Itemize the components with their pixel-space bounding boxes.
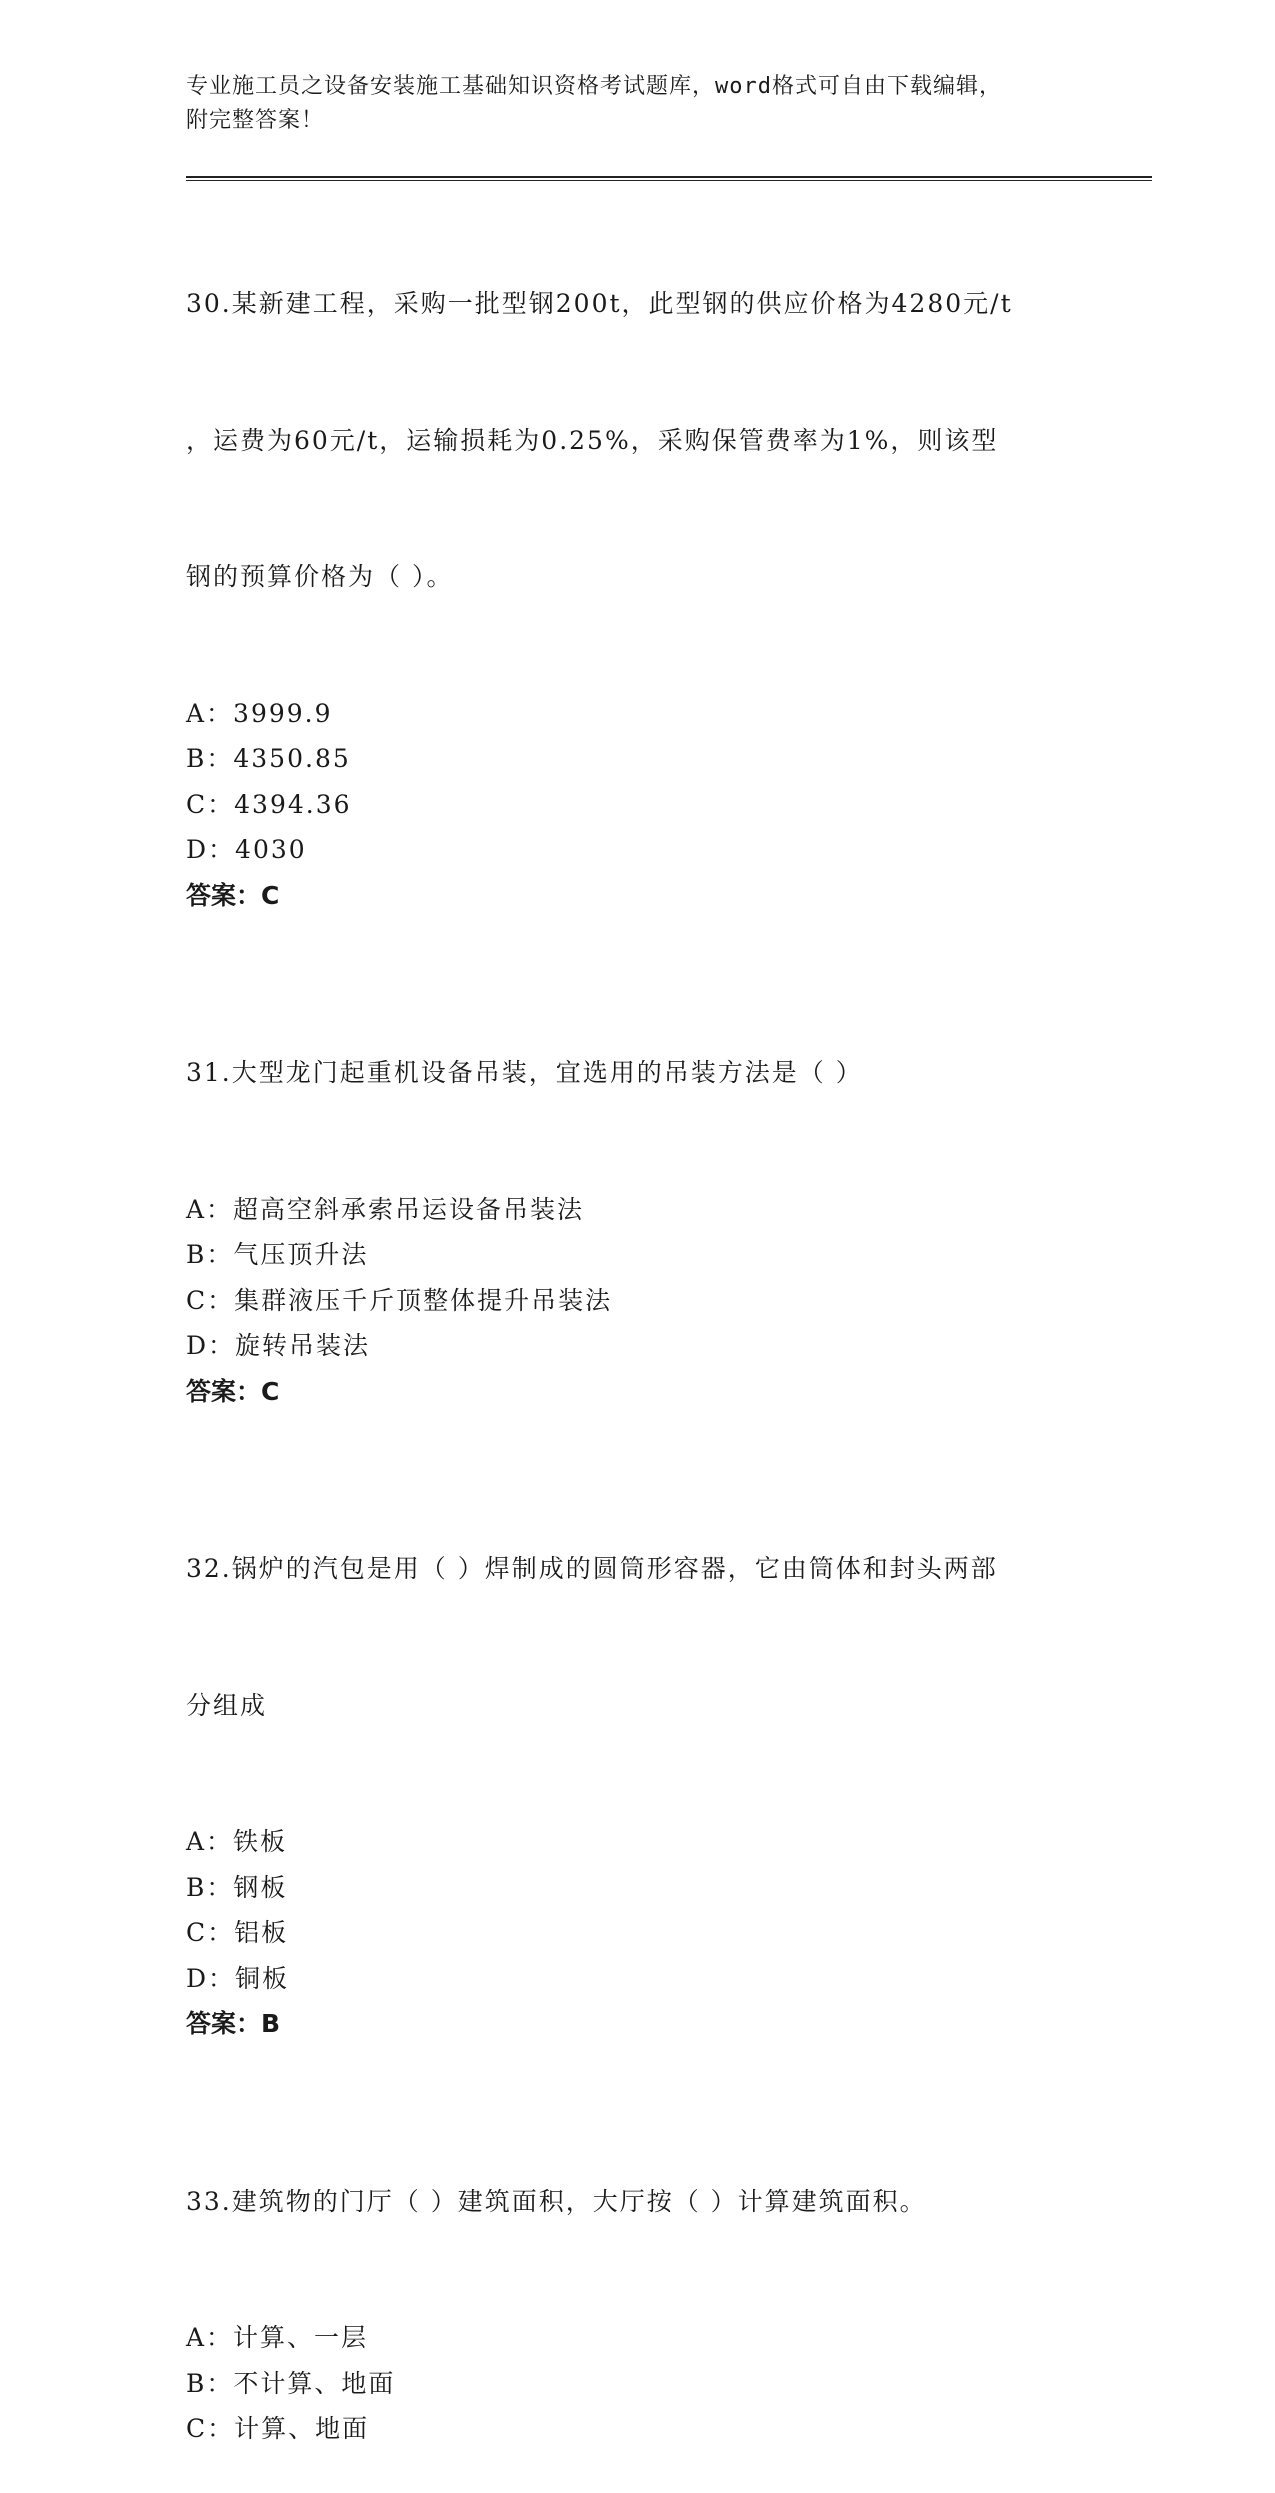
stem-line: ，运费为60元/t，运输损耗为0.25%，采购保管费率为1%，则该型 — [186, 425, 999, 455]
stem-line: 30.某新建工程，采购一批型钢200t，此型钢的供应价格为4280元/t — [186, 289, 1013, 318]
option-b: B：气压顶升法 — [186, 1240, 369, 1269]
stem-line: 32.锅炉的汽包是用（ ）焊制成的圆筒形容器，它由筒体和封头两部 — [186, 1554, 998, 1583]
answer: 答案：B — [186, 2009, 281, 2038]
header-line-2: 附完整答案！ — [186, 108, 325, 133]
option-a: A：超高空斜承索吊运设备吊装法 — [186, 1194, 585, 1224]
document-header — [186, 70, 1086, 138]
answer: 答案：C — [186, 880, 280, 910]
option-a: A：3999.9 — [186, 698, 333, 728]
stem-line: 分组成 — [186, 1690, 268, 1720]
question-stem — [186, 2088, 1066, 2316]
option-b: B：4350.85 — [186, 744, 351, 773]
stem-line: 31.大型龙门起重机设备吊装，宜选用的吊装方法是（ ） — [186, 1058, 863, 1087]
option-d: D：4030 — [186, 835, 307, 864]
stem-line: 33.建筑物的门厅（ ）建筑面积，大厅按（ ）计算建筑面积。 — [186, 2186, 927, 2216]
option-c: C：铝板 — [186, 1918, 289, 1947]
option-d: D：旋转吊装法 — [186, 1331, 371, 1360]
option-c: C：4394.36 — [186, 789, 352, 819]
option-c: C：计算、地面 — [186, 2414, 370, 2443]
question-32 — [186, 1455, 1152, 2047]
option-c: C：集群液压千斤顶整体提升吊装法 — [186, 1285, 613, 1315]
option-a: A：铁板 — [186, 1827, 288, 1856]
question-stem — [186, 959, 1066, 1187]
question-stem — [186, 190, 1066, 691]
option-b: B：钢板 — [186, 1872, 288, 1902]
question-stem — [186, 1455, 1066, 1819]
question-33 — [186, 2088, 1152, 2452]
question-30 — [186, 190, 1152, 918]
option-a: A：计算、一层 — [186, 2323, 369, 2352]
question-31 — [186, 959, 1152, 1414]
stem-line: 钢的预算价格为（ ）。 — [186, 562, 454, 591]
header-divider — [186, 176, 1152, 181]
option-d: D：铜板 — [186, 1963, 290, 1993]
option-b: B：不计算、地面 — [186, 2368, 396, 2398]
question-list — [186, 190, 1152, 2493]
header-line-1: 专业施工员之设备安装施工基础知识资格考试题库，word格式可自由下载编辑， — [186, 74, 1002, 99]
answer: 答案：C — [186, 1376, 280, 1406]
